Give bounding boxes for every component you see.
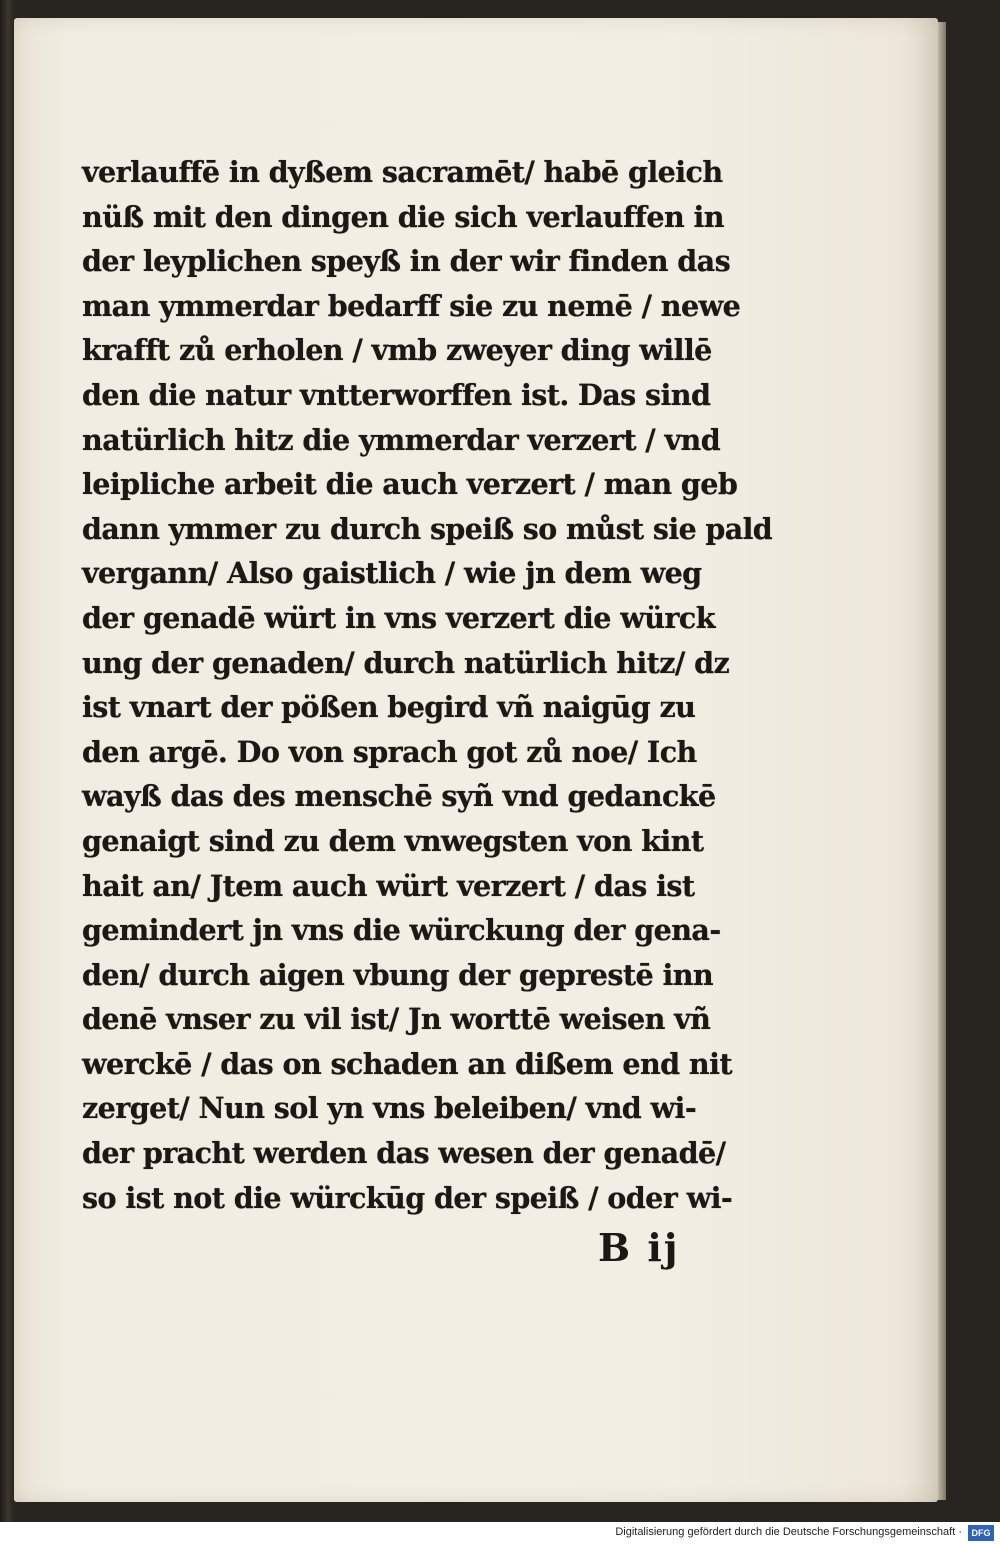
text-line: ung der genaden/ durch natürlich hitz/ dz [82, 645, 730, 680]
footer-credit: Digitalisierung gefördert durch die Deutsche Forschungsgemeinschaft · [615, 1526, 962, 1538]
text-line: den/ durch aigen vbung der geprestē inn [82, 957, 714, 992]
text-line: hait an/ Jtem auch würt verzert / das ist [82, 868, 695, 903]
text-line: dann ymmer zu durch speiß so můst sie pald [82, 511, 773, 546]
text-line: denē vnser zu vil ist/ Jn worttē weisen vñ [82, 1002, 711, 1037]
text-line: verlauffē in dyßem sacramēt/ habē gleich [82, 155, 723, 189]
text-line: so ist not die würckūg der speiß / oder wi- [82, 1180, 733, 1215]
text-line: der leyplichen speyß in der wir finden das [82, 244, 731, 279]
text-block [82, 150, 782, 1220]
text-line: werckē / das on schaden an dißem end nit [82, 1046, 732, 1081]
text-line: gemindert jn vns die würckung der gena- [82, 913, 721, 948]
text-line: natürlich hitz die ymmerdar verzert / vnd [82, 422, 721, 457]
text-line: leipliche arbeit die auch verzert / man geb [82, 467, 738, 502]
text-line: der pracht werden das wesen der genadē/ [82, 1136, 726, 1171]
text-line: genaigt sind zu dem vnwegsten von kint [82, 823, 704, 858]
text-line: wayß das des menschē syñ vnd gedanckē [82, 779, 716, 814]
text-line: zerget/ Nun sol yn vns beleiben/ vnd wi- [82, 1091, 697, 1126]
page-edge [938, 22, 946, 1500]
footer-bar [0, 1522, 1000, 1545]
text-line: nüß mit den dingen die sich verlauffen in [82, 199, 724, 234]
text-line: den die natur vntterworffen ist. Das sind [82, 377, 711, 412]
text-line: den argē. Do von sprach got zů noe/ Ich [82, 734, 697, 769]
text-line: krafft zů erholen / vmb zweyer ding willē [82, 333, 712, 368]
text-line: der genadē würt in vns verzert die würck [82, 600, 715, 635]
dfg-logo: DFG [968, 1525, 994, 1541]
text-line: ist vnart der pößen begird vñ naigūg zu [82, 690, 696, 725]
text-line: vergann/ Also gaistlich / wie jn dem weg [82, 556, 702, 591]
signature-mark: B ij [598, 1225, 680, 1270]
text-line: man ymmerdar bedarff sie zu nemē / newe [82, 288, 741, 323]
